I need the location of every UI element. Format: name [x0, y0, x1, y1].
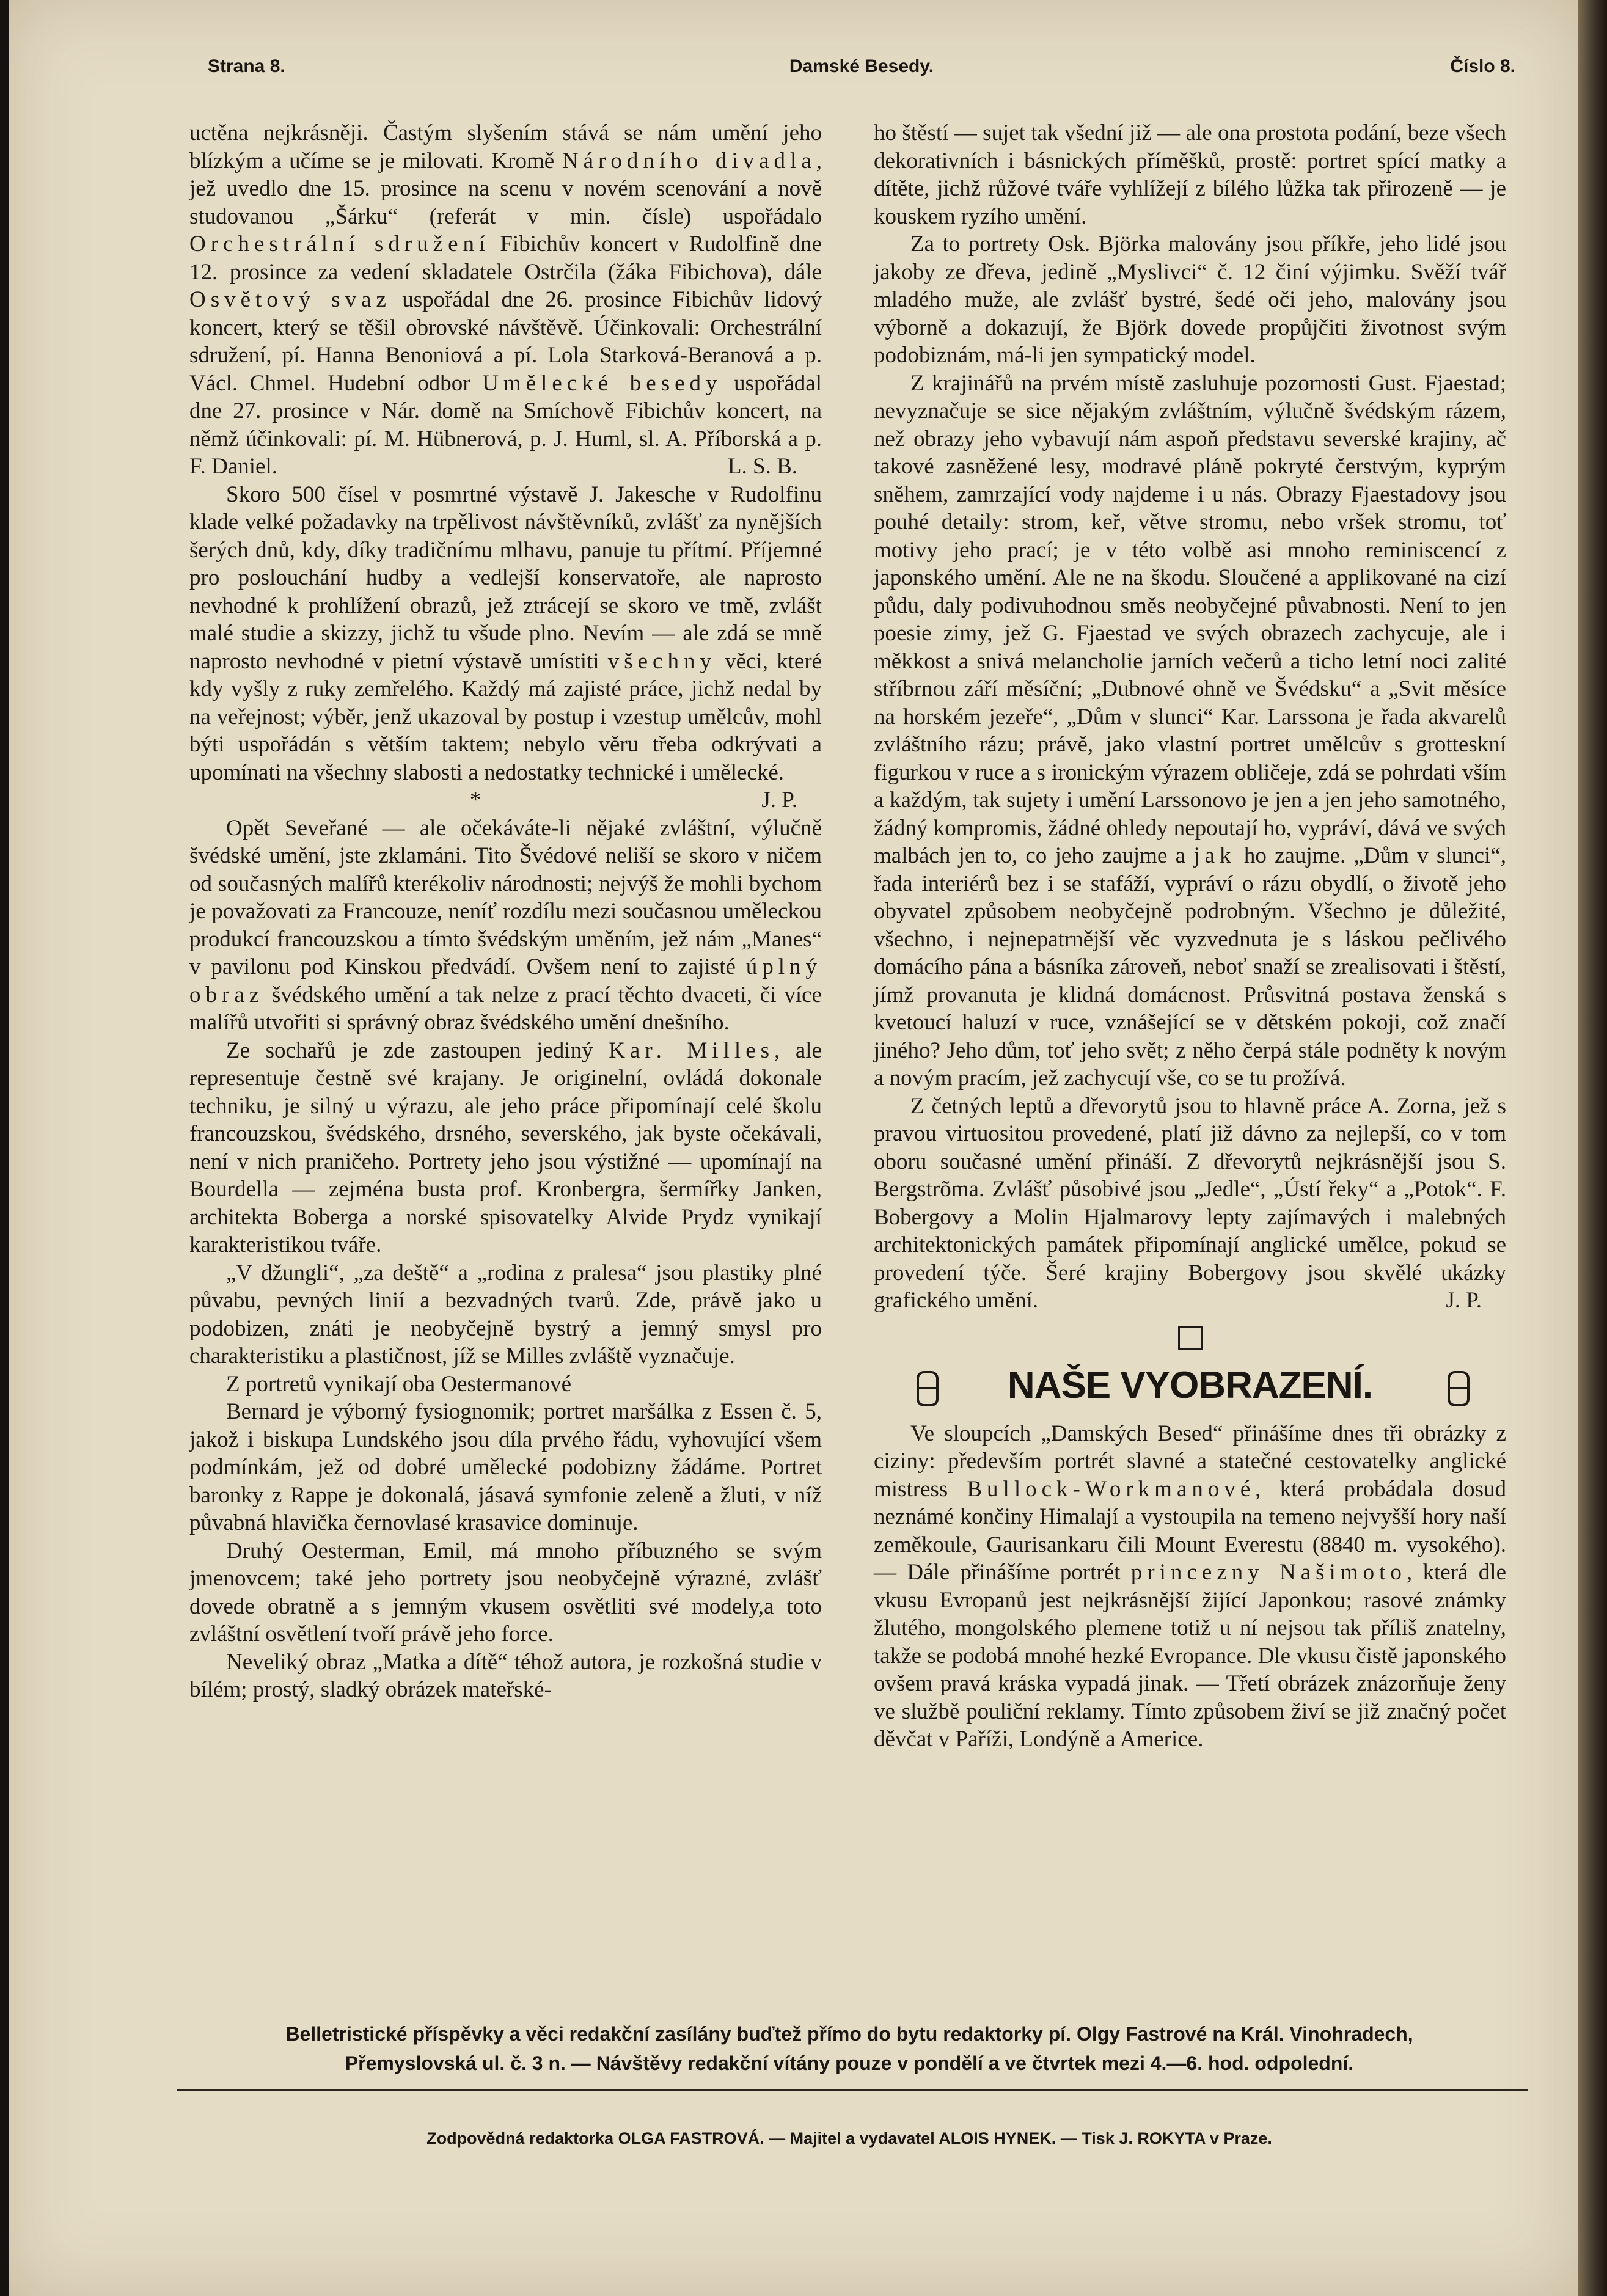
- spaced-text: Umělecké besedy: [482, 370, 722, 396]
- paragraph-bjork: Za to portrety Osk. Björka malovány jsou příkře, jeho lidé jsou jakoby ze dřeva, jedině „Myslivci“ č. 12 činí výjimku. Svěží tvář mladého muže, ale zvlášť bystré, šedé oči jeho, malovány jsou výborně a dokazují, že Björk dovede propůjčiti životnost svým podobiznám, má-li jen sympatický model.: [874, 232, 1506, 368]
- spaced-text: jak: [1193, 843, 1236, 868]
- text-run: ho zaujme. „Dům v slunci“, řada interiérů bez i se stafáží, vypráví o rázu obydlí, o životě jeho obyvatel způsobem neobyčejně podrobným. Všechno je důležité, všechno, i nejnepatrnější věc vyzvednuta je s láskou pečlivého domácího pána a básníka zároveň, neboť snaží se zrealisovati i štěstí, jímž provanuta je klidná domácnost. Průsvitná postava ženská s kvetoucí haluzí v ruce, vznášející se v dětském pokoji, což značí jiného? Jeho dům, toť jeho svět; z něho čerpá stále podněty k novým a novým pracím, jež zachycují vše, co se tu prožívá.: [874, 843, 1506, 1091]
- paragraph-swedes: [189, 814, 822, 1037]
- text-run: , jež uvedlo dne 15. prosince na scenu v novém scenování a nově studovanou „Šárku“ (referát v min. čísle) uspořádalo: [189, 148, 822, 229]
- text-run: švédského umění a tak nelze z prací těchto dvaceti, či více malířů utvořiti si správný obraz švédského umění dnešního.: [189, 982, 822, 1035]
- text-run: , která probádala dosud neznámé končiny Himalají a vystoupila na temeno nejvyšší hory naší zeměkoule, Gaurisankaru čili Mount Everestu (8840 m. vysokého). — Dále přinášíme portrét: [874, 1476, 1506, 1585]
- text-run: uspořádal dne 27. prosince v Nár. domě na Smíchově Fibichův koncert, na němž účinkovali: pí. M. Hübnerová, p. J. Huml, sl. A. Příborská a p. F. Daniel.: [189, 370, 822, 479]
- spaced-text: úplný obraz: [189, 954, 822, 1007]
- imprint-footer: Zodpovědná redaktorka OLGA FASTROVÁ. — Majitel a vydavatel ALOIS HYNEK. — Tisk J. ROKYTA v Praze.: [426, 2129, 1272, 2148]
- page-header: [208, 56, 1515, 93]
- spaced-text: Orchestrální sdružení: [189, 232, 491, 257]
- section-heading: [874, 1358, 1506, 1414]
- text-run: , která dle vkusu Evropanů jest nejkrásnější žijící Japonkou; rasové známky žlutého, mongolského plemene totiž u ní nejsou tak příliš znatelny, takže se podobá mnohé hezké Evropance. Dle vkusu čistě japonského ovšem pravá kráska vypadá jinak. — Třetí obrázek znázorňuje ženy ve službě pouliční reklamy. Tímto způsobem živí se již značný počet děvčat v Paříži, Londýně a Americe.: [874, 1560, 1507, 1752]
- spaced-text: princezny Našimoto: [1130, 1560, 1407, 1585]
- paragraph-portraits-intro: Z portretů vynikají oba Oestermanové: [226, 1371, 572, 1397]
- editorial-notice: [177, 2019, 1521, 2078]
- paragraph-landscapes: [874, 370, 1506, 1092]
- paragraph-sculptures: „V džungli“, „za deště“ a „rodina z pralesa“ jsou plastiky plné půvabu, pevných linií a bezvadných tvarů. Zde, právě jako u podobizen, znáti je neobyčejně bystrý a jemný smysl pro charakteristiku a plastičnost, jíž se Milles zvláště vyznačuje.: [189, 1260, 822, 1369]
- spaced-text: Kar. Milles: [609, 1037, 775, 1063]
- author-signature: J. P.: [761, 788, 797, 813]
- notice-line: Belletristické příspěvky a věci redakční zasílány buďtež přímo do bytu redaktorky pí. Olgy Fastrové na Král. Vinohradech,: [285, 2023, 1413, 2045]
- square-ornament-icon: [1178, 1326, 1203, 1350]
- paragraph-jakesch-exhibition: [189, 481, 822, 813]
- paragraph-illustrations: [874, 1420, 1506, 1753]
- paragraph-milles: [189, 1037, 822, 1259]
- left-column: [189, 119, 822, 1704]
- spaced-text: Osvětový svaz: [189, 287, 391, 312]
- text-run: uspořádal dne 26. prosince Fibichův lidový koncert, který se těšil obrovské návštěvě. Účinkovali: Orchestrální sdružení, pí. Hanna Benoniová a pí. Lola Starková-Beranová a p. Václ. Chmel. Hudební odbor: [189, 287, 822, 396]
- paragraph-mother-child-cont: ho štěstí — sujet tak všední již — ale ona prostota podání, beze všech dekorativních i básnických příměšků, prostě: portret spící matky a dítěte, jichž růžové tváře vyhlížejí z bílého lůžka tak přirozeně — je kouskem ryzího umění.: [874, 120, 1506, 229]
- text-run: Skoro 500 čísel v posmrtné výstavě J. Jakesche v Rudolfinu klade velké požadavky na trpělivost návštěvníků, zvlášť za nynějších šerých dnů, kdy, díky tradičnímu mlhavu, panuje tu přítmí. Příjemné pro poslouchání hudby a vedlejší konservatoře, ale naprosto nevhodné k prohlížení obrazů, jež ztrácejí se skoro ve tmě, zvlášt malé studie a skizzy, jichž tu všude plno. Nevím — ale zdá se mně naprosto nevhodné v pietní výstavě umístiti: [189, 481, 822, 674]
- text-run: , ale representuje čestně své krajany. Je originelní, ovládá dokonale techniku, je silný u výrazu, ale jeho práce připomínají celé školu francouzskou, švédského, drsného, severského, jak byste očekávali, není v nich praničeho. Portrety jeho jsou výstižné — upomínají na Bourdella — zejména busta prof. Kronbergra, šermířky Janken, architekta Boberga a norské spisovatelky Alvide Prydz vynikají karakteristikou tváře.: [189, 1037, 822, 1257]
- ornament-left-icon: [917, 1371, 939, 1406]
- page-number-label: Strana 8.: [208, 56, 285, 76]
- paragraph-concerts: [189, 119, 822, 481]
- text-run: Ve sloupcích „Damských Besed“ přinášíme dnes tři obrázky z ciziny: především portrét slavné a statečné cestovatelky anglické mistress: [874, 1420, 1506, 1502]
- spaced-text: Bullock-Workmanové: [967, 1476, 1256, 1502]
- notice-line: Přemyslovská ul. č. 3 n. — Návštěvy redakční vítány pouze v pondělí a ve čtvrtek mezi 4.—6. hod. odpolední.: [345, 2052, 1354, 2074]
- journal-title: Damské Besedy.: [789, 56, 934, 76]
- ornament-right-icon: [1448, 1371, 1470, 1406]
- spaced-text: Národního divadla: [562, 148, 816, 174]
- divider-rule: [177, 2089, 1528, 2091]
- spaced-text: všechny: [607, 648, 716, 674]
- paragraph-prints: [874, 1092, 1506, 1315]
- right-column: [874, 119, 1506, 1753]
- book-binding-edge: [1578, 0, 1607, 2296]
- section-separator: *: [469, 788, 481, 813]
- paragraph-bernard: Bernard je výborný fysiognomik; portret maršálka z Essen č. 5, jakož i biskupa Lundského jsou díla prvého řádu, vyhovující všem podmínkám, jež od dobré umělecké podobizny žádáme. Portret baronky z Rappe je dokonalá, jásavá symfonie zeleně a žluti, v níž půvabná hlavička černovlasé krasavice dominuje.: [189, 1399, 822, 1535]
- section-title: NAŠE VYOBRAZENÍ.: [1007, 1364, 1373, 1406]
- text-run: Ze sochařů je zde zastoupen jediný: [226, 1037, 609, 1063]
- author-signature: J. P.: [1446, 1288, 1482, 1313]
- paragraph-mother-child: Neveliký obraz „Matka a dítě“ téhož autora, je rozkošná studie v bílém; prostý, sladký obrázek mateřské-: [189, 1649, 822, 1702]
- author-signature: L. S. B.: [727, 454, 797, 479]
- text-run: Opět Seveřané — ale očekáváte-li nějaké zvláštní, výlučně švédské umění, jste zklamáni. Tito Švédové neliší se skoro v ničem od současných malířů kterékoliv národnosti; nejvýš že mohli bychom je považovati za Francouze, neníť rozdílu mezi současnou uměleckou produkcí francouzskou a tímto švédským uměním, jež nám „Manes“ v pavilonu pod Kinskou předvádí. Ovšem není to zajisté: [189, 815, 822, 979]
- issue-number-label: Číslo 8.: [1450, 56, 1515, 76]
- paragraph-emil: Druhý Oesterman, Emil, má mnoho příbuzného se svým jmenovcem; také jeho portrety jsou neobyčejně výrazné, zvlášť dovede obratně a s jemným vkusem osvětliti své modely,a toto zvláštní osvětlení tvoří právě jeho force.: [189, 1538, 822, 1647]
- text-run: uctěna nejkrásněji. Častým slyšením stává se nám umění jeho blízkým a učíme se je milovati. Kromě: [189, 120, 822, 174]
- text-run: Z četných leptů a dřevorytů jsou to hlavně práce A. Zorna, jež s pravou virtuositou provedené, platí již dávno za nejlepší, co v tom oboru současné umění přináší. Z dřevorytů nejkrásnější jsou S. Bergstrõma. Zvlášť působivé jsou „Jedle“, „Ústí řeky“ a „Potok“. F. Bobergovy a Molin Hjalmarovy lepty zajímavých i malebných architektonických památek připomínají anglické umělce, pokud se provedení týče. Šeré krajiny Bobergovy jsou skvělé ukázky grafického umění.: [874, 1093, 1506, 1313]
- text-run: Z krajinářů na prvém místě zasluhuje pozornosti Gust. Fjaestad; nevyznačuje se sice nějakým zvláštním, výlučně švédským rázem, než obrazy jeho vybavují nám aspoň představu severské krajiny, ač takové zasněžené lesy, modravé pláně pokryté čerstvým, kyprým sněhem, zamrzající vody najdeme i u nás. Obrazy Fjaestadovy jsou pouhé detaily: strom, keř, větve stromu, nebo vršek stromu, toť motivy jeho prací; je v této volbě asi mnoho reminiscencí z japonského umění. Ale ne na škodu. Sloučené a applikované na cizí půdu, daly podivuhodnou směs neobyčejné půvabnosti. Není to jen poesie zimy, jež G. Fjaestad ve svých obrazech zachycuje, ale i měkkost a snivá melancholie jarních večerů a ticho letní noci zalité stříbrnou září měsíční; „Dubnové ohně ve Švédsku“ a „Svit měsíce na horském jezeře“, „Dům v slunci“ Kar. Larssona je řada akvarelů zvláštního rázu; právě, jako vlastní portret umělcův s grotteskní figurkou v ruce a s ironickým výrazem obličeje, zdá se pohrdati vším a každým, tak sujety i umění Larssonovo je jen a jen jeho samotného, žádný kompromis, žádné ohledy nepoutají ho, vypráví, dává ve svých malbách jen to, co jeho zaujme a: [874, 370, 1506, 868]
- text-run: věci, které kdy vyšly z ruky zemřelého. Každý má zajisté práce, jichž nedal by na veřejnost; výběr, jenž ukazoval by postup i vzestup umělcův, mohl býti uspořádán s větším taktem; nebylo věru třeba odkrývati a upomínati na všechny slabosti a nedostatky technické i umělecké.: [189, 648, 822, 785]
- text-run: Fibichův koncert v Rudolfině dne 12. prosince za vedení skladatele Ostrčila (žáka Fibichova), dále: [189, 232, 822, 285]
